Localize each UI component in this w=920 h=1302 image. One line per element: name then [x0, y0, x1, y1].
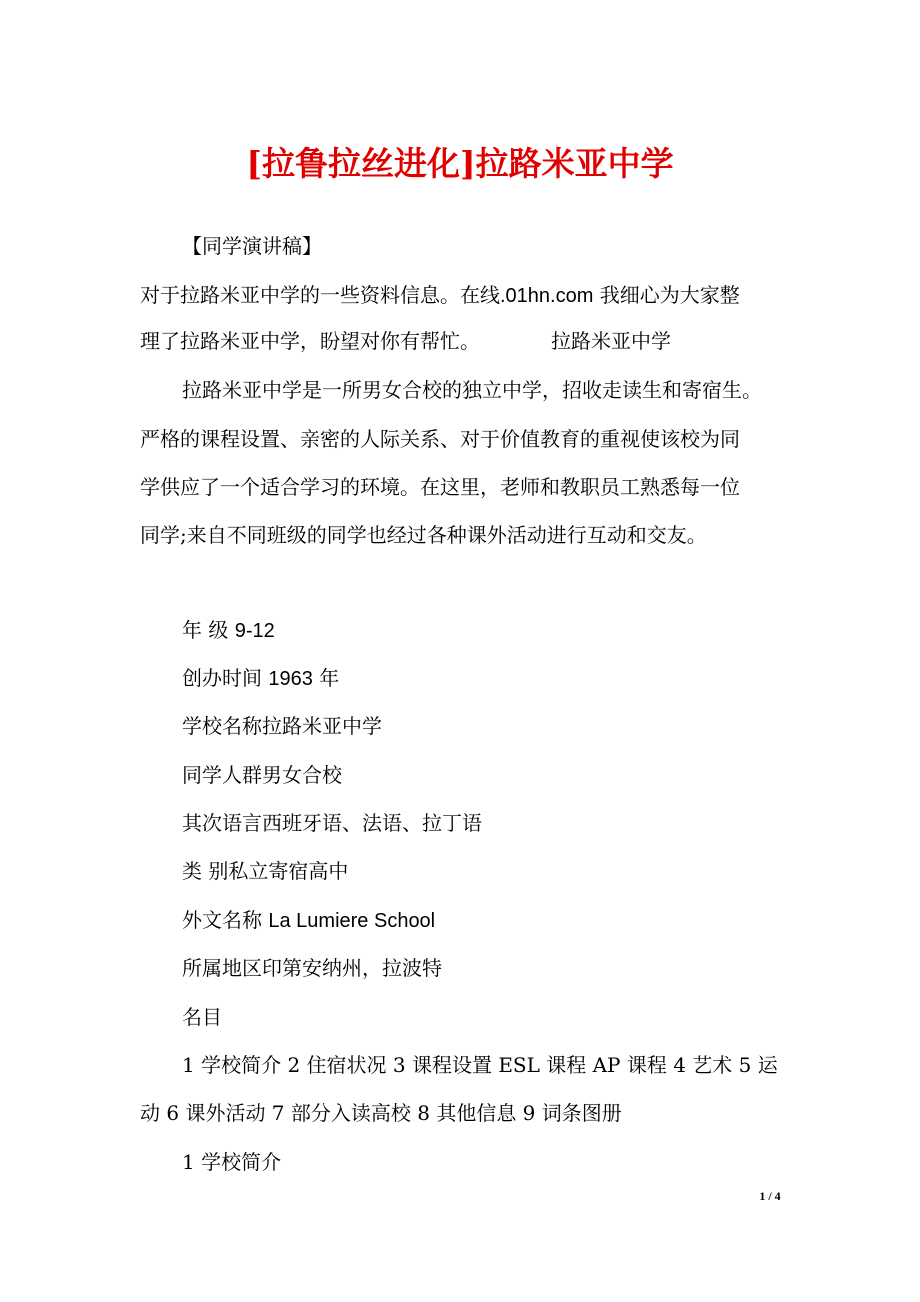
info-founded-value: 1963	[268, 668, 313, 690]
intro-line-2-school: 拉路米亚中学	[551, 329, 671, 353]
info-grade-label: 年 级	[182, 618, 235, 642]
info-founded-label: 创办时间	[182, 666, 269, 690]
paragraph-line-1: 拉路米亚中学是一所男女合校的独立中学，招收走读生和寄宿生。	[182, 378, 762, 402]
info-region: 所属地区印第安纳州，拉波特	[182, 956, 442, 980]
info-grade-value: 9-12	[234, 620, 275, 642]
info-school-name: 学校名称拉路米亚中学	[182, 714, 382, 738]
intro-line-2-text-a: 理了拉路米亚中学，盼望对你有帮忙。	[140, 329, 480, 353]
toc-line-1: 1 学校简介 2 住宿状况 3 课程设置 ESL 课程 AP 课程 4 艺术 5 运	[182, 1053, 778, 1077]
intro-line-2	[140, 326, 480, 356]
info-founded-suffix: 年	[312, 666, 340, 690]
info-grade	[182, 615, 275, 646]
info-founded	[182, 663, 339, 694]
intro-line-1	[140, 280, 740, 311]
document-title: [拉鲁拉丝进化]拉路米亚中学	[246, 144, 674, 183]
intro-line-1-text-a: 对于拉路米亚中学的一些资料信息。在线	[140, 283, 500, 307]
info-foreign-name-value: La Lumiere School	[268, 910, 436, 932]
info-foreign-name	[182, 905, 435, 936]
info-category: 类 别私立寄宿高中	[182, 859, 349, 883]
intro-line-1-url: .01hn.com	[500, 285, 594, 307]
section-tag: 【同学演讲稿】	[182, 234, 322, 258]
toc-line-2: 动 6 课外活动 7 部分入读高校 8 其他信息 9 词条图册	[140, 1101, 622, 1125]
info-foreign-name-label: 外文名称	[182, 908, 269, 932]
section-1-heading: 1 学校简介	[182, 1150, 282, 1174]
info-languages: 其次语言西班牙语、法语、拉丁语	[182, 811, 482, 835]
info-student-body: 同学人群男女合校	[182, 763, 342, 787]
intro-line-1-text-b: 我细心为大家整	[593, 283, 740, 307]
page-number: 1 / 4	[759, 1189, 781, 1203]
paragraph-line-3: 学供应了一个适合学习的环境。在这里，老师和教职员工熟悉每一位	[140, 475, 740, 499]
paragraph-line-4: 同学;来自不同班级的同学也经过各种课外活动进行互动和交友。	[140, 523, 707, 547]
paragraph-line-2: 严格的课程设置、亲密的人际关系、对于价值教育的重视使该校为同	[140, 427, 740, 451]
toc-heading: 名目	[182, 1005, 222, 1029]
